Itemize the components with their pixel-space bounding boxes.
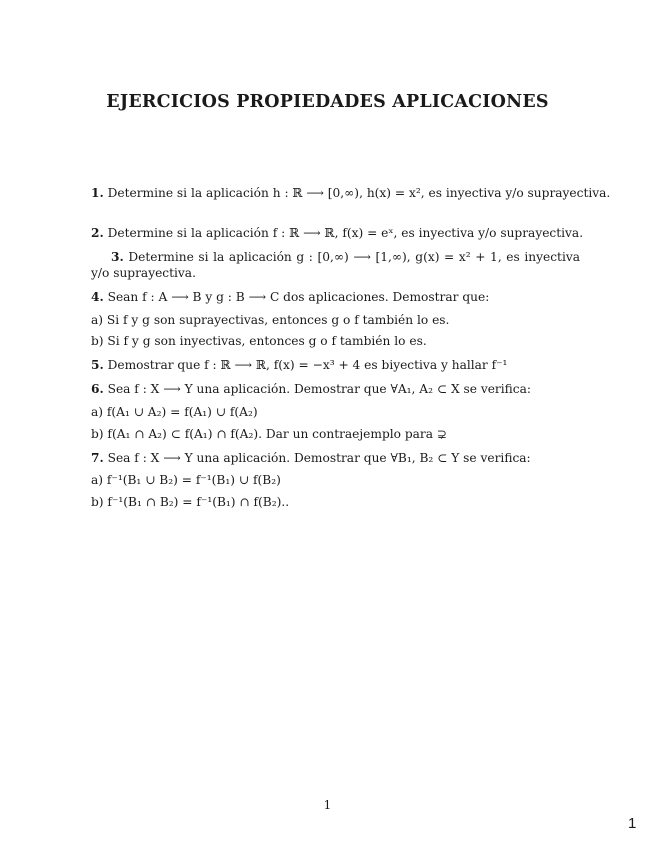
exercise-number: 5. (91, 358, 104, 372)
exercise-6b (91, 426, 580, 442)
exercise-text: Determine si la aplicación f : ℝ ⟶ ℝ, f(x) = eˣ, es inyectiva y/o suprayectiva. (107, 226, 584, 240)
exercise-number: 7. (91, 451, 104, 465)
exercise-7 (91, 450, 580, 466)
exercise-subitem: b) Si f y g son inyectivas, entonces g o f también lo es. (91, 334, 427, 348)
exercise-5 (91, 357, 580, 373)
exercise-subitem: b) f(A₁ ∩ A₂) ⊂ f(A₁) ∩ f(A₂). Dar un contraejemplo para ⊋ (91, 427, 448, 441)
exercise-number: 3. (111, 250, 124, 264)
exercise-number: 2. (91, 226, 104, 240)
exercise-text: Determine si la aplicación g : [0,∞) ⟶ [1,∞), g(x) = x² + 1, es inyectiva y/o suprayectiva. (91, 250, 580, 280)
exercise-4a (91, 312, 580, 328)
exercise-2 (91, 225, 584, 241)
exercise-text: Sea f : X ⟶ Y una aplicación. Demostrar que ∀A₁, A₂ ⊂ X se verifica: (107, 382, 531, 396)
exercise-subitem: a) Si f y g son suprayectivas, entonces g o f también lo es. (91, 313, 450, 327)
exercise-4b (91, 333, 580, 349)
exercise-subitem: a) f(A₁ ∪ A₂) = f(A₁) ∪ f(A₂) (91, 405, 258, 419)
page-number: 1 (323, 798, 332, 812)
exercise-number: 4. (91, 290, 104, 304)
exercise-7a (91, 472, 580, 488)
exercise-4 (91, 289, 580, 305)
exercise-6a (91, 404, 580, 420)
exercise-3 (91, 249, 580, 281)
exercise-subitem: b) f⁻¹(B₁ ∩ B₂) = f⁻¹(B₁) ∩ f(B₂).. (91, 495, 290, 509)
exercise-number: 6. (91, 382, 104, 396)
exercise-subitem: a) f⁻¹(B₁ ∪ B₂) = f⁻¹(B₁) ∪ f(B₂) (91, 473, 281, 487)
exercise-text: Sean f : A ⟶ B y g : B ⟶ C dos aplicaciones. Demostrar que: (107, 290, 490, 304)
exercise-text: Sea f : X ⟶ Y una aplicación. Demostrar que ∀B₁, B₂ ⊂ Y se verifica: (107, 451, 531, 465)
exercise-text: Demostrar que f : ℝ ⟶ ℝ, f(x) = −x³ + 4 es biyectiva y hallar f⁻¹ (107, 358, 508, 372)
viewer-page-indicator: 1 (628, 815, 637, 832)
exercise-6 (91, 381, 580, 397)
exercise-1 (91, 185, 611, 201)
exercise-text: Determine si la aplicación h : ℝ ⟶ [0,∞), h(x) = x², es inyectiva y/o suprayectiva. (107, 186, 611, 200)
exercise-7b (91, 494, 580, 510)
exercise-number: 1. (91, 186, 104, 200)
document-title: EJERCICIOS PROPIEDADES APLICACIONES (106, 92, 549, 112)
